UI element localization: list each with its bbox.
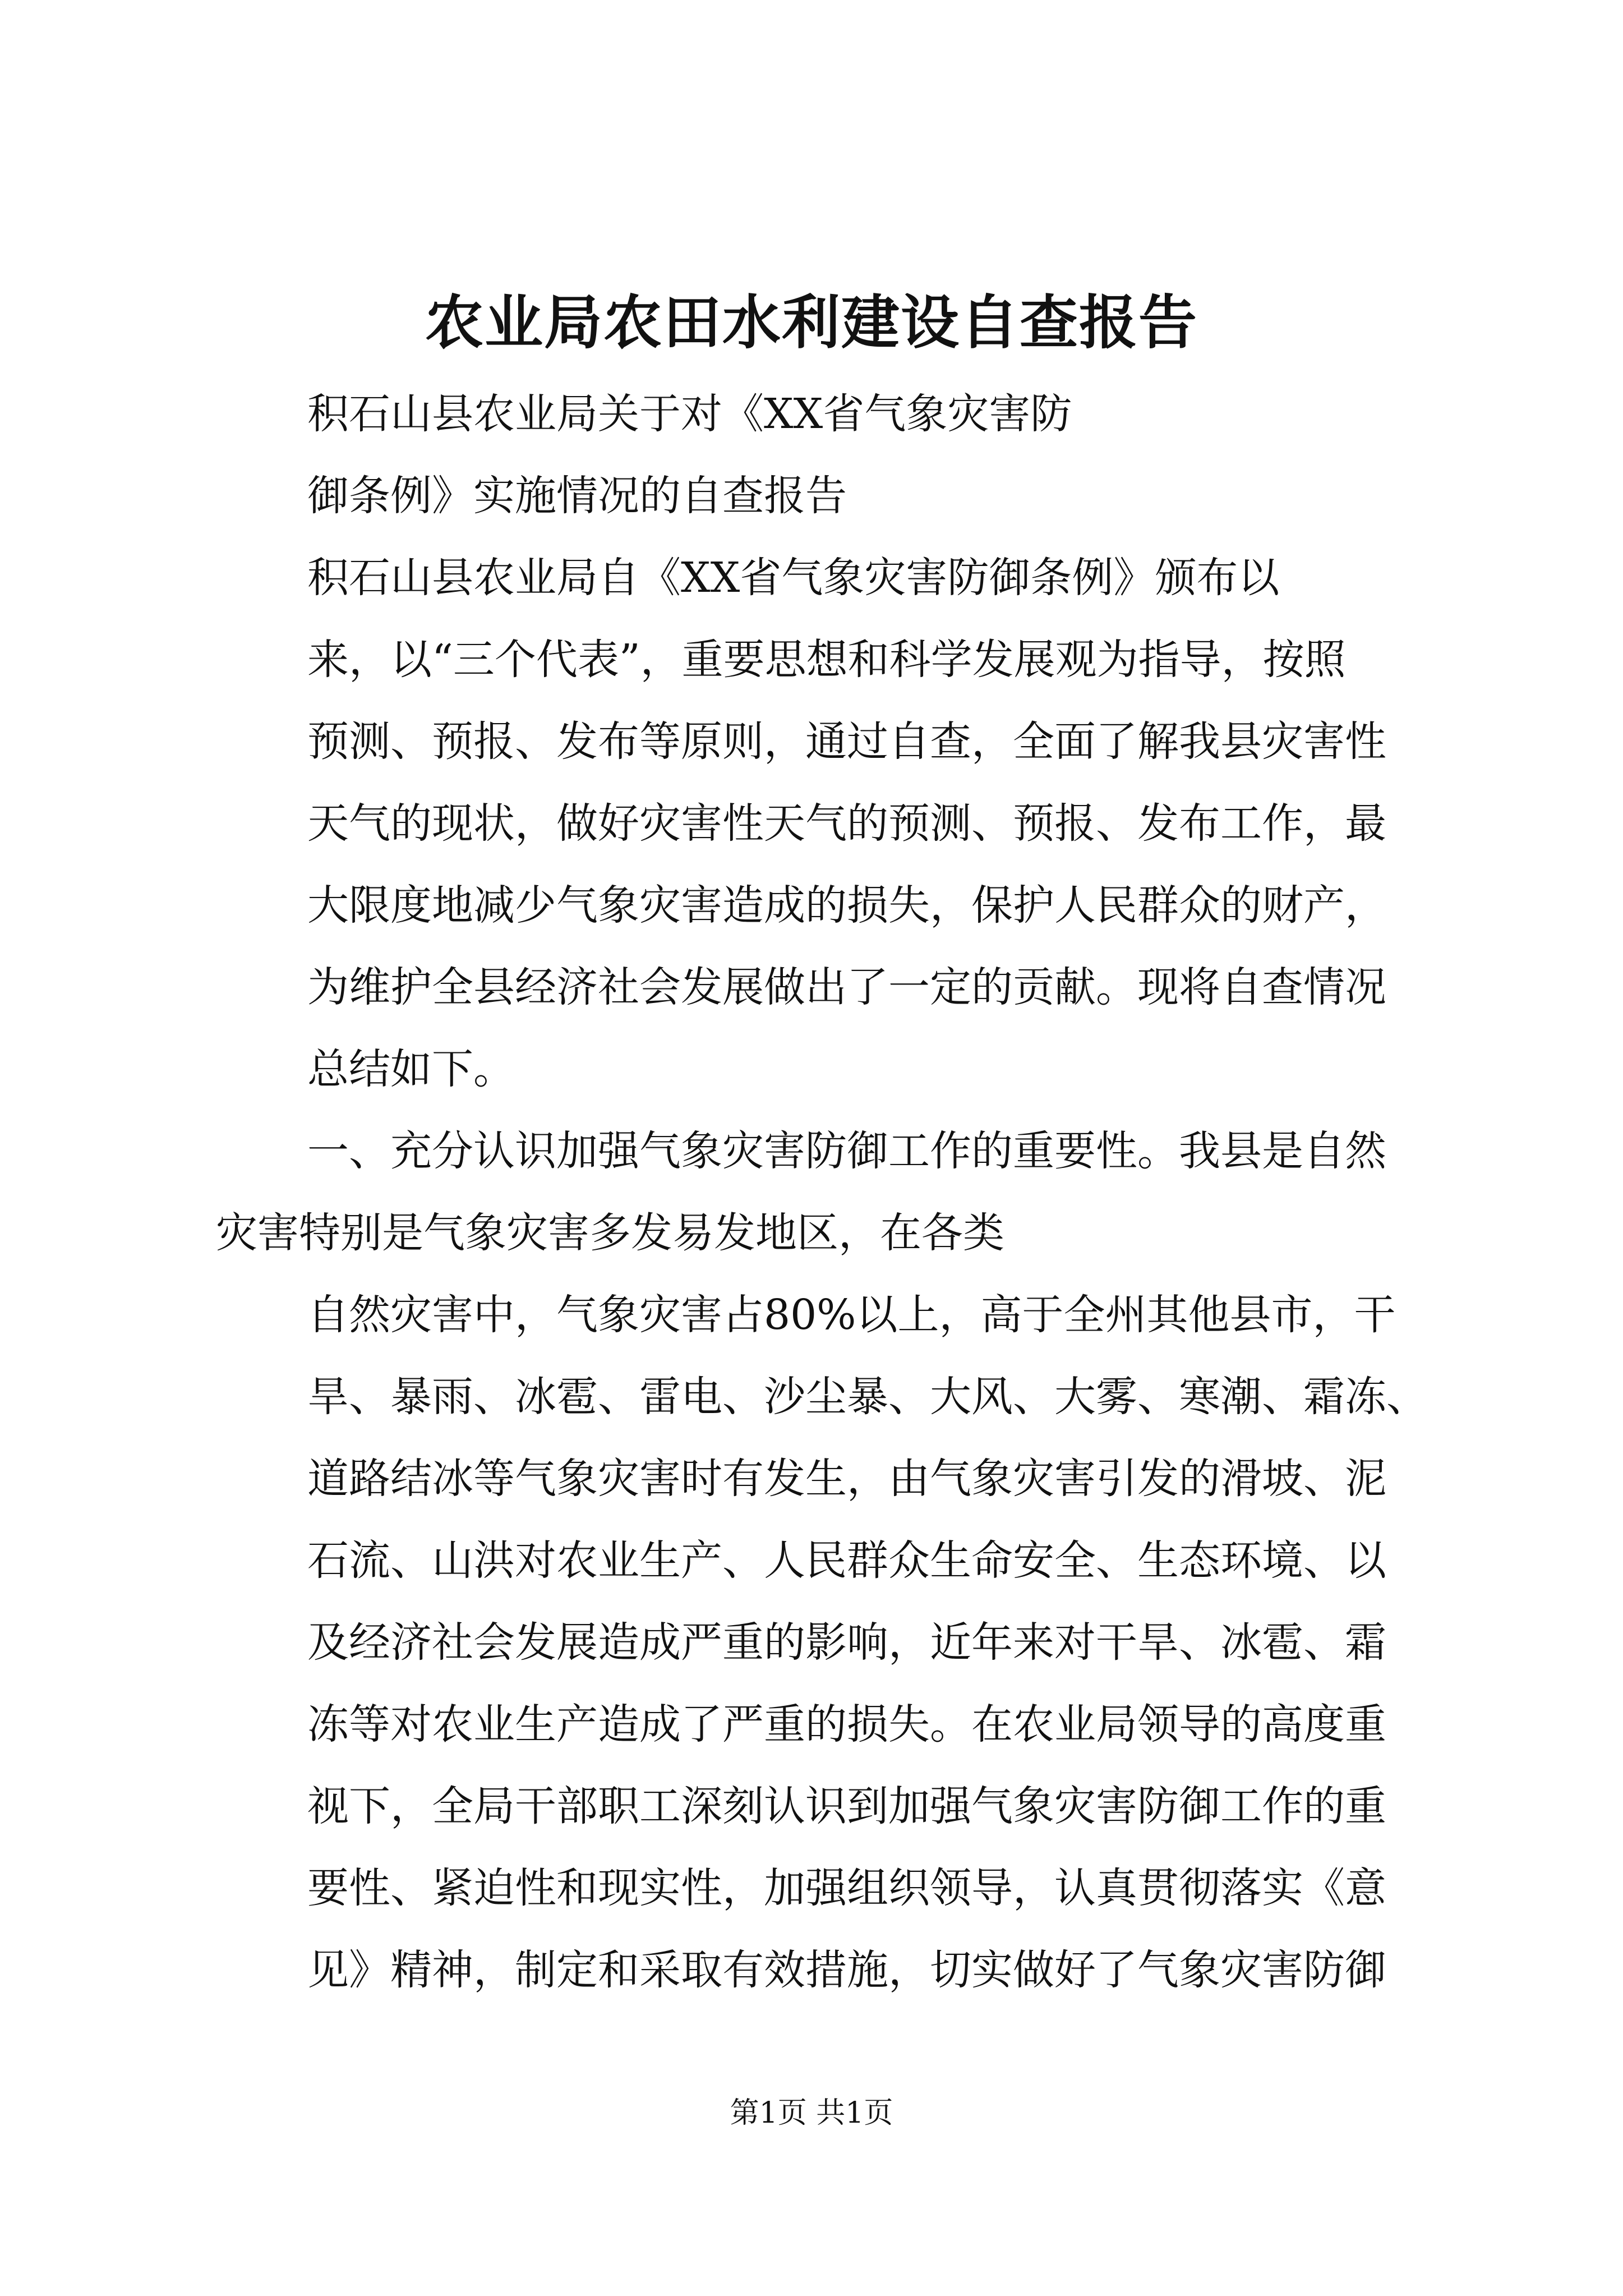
body-line: 冻等对农业生产造成了严重的损失。在农业局领导的高度重: [307, 1700, 1386, 1749]
body-line: 石流、山洪对农业生产、人民群众生命安全、生态环境、以: [307, 1536, 1386, 1585]
body-line: 积石山县农业局关于对《XX省气象灾害防: [307, 390, 1072, 438]
body-line: 天气的现状，做好灾害性天气的预测、预报、发布工作，最: [307, 799, 1386, 848]
body-line: 为维护全县经济社会发展做出了一定的贡献。现将自查情况: [307, 963, 1386, 1011]
body-line: 要性、紧迫性和现实性，加强组织领导，认真贯彻落实《意: [307, 1864, 1386, 1912]
body-line: 见》精神，制定和采取有效措施，切实做好了气象灾害防御: [307, 1946, 1386, 1994]
body-line: 灾害特别是气象灾害多发易发地区，在各类: [216, 1209, 1004, 1257]
body-line: 道路结冰等气象灾害时有发生，由气象灾害引发的滑坡、泥: [307, 1455, 1386, 1503]
body-line: 视下，全局干部职工深刻认识到加强气象灾害防御工作的重: [307, 1782, 1386, 1830]
body-line: 来，以“三个代表”，重要思想和科学发展观为指导，按照: [307, 636, 1346, 684]
body-line: 自然灾害中，气象灾害占80%以上，高于全州其他县市，干: [307, 1291, 1396, 1339]
body-line: 旱、暴雨、冰雹、雷电、沙尘暴、大风、大雾、寒潮、霜冻、: [307, 1373, 1428, 1421]
body-line: 一、充分认识加强气象灾害防御工作的重要性。我县是自然: [307, 1127, 1386, 1175]
body-line: 御条例》实施情况的自查报告: [307, 472, 847, 520]
body-line: 预测、预报、发布等原则，通过自查，全面了解我县灾害性: [307, 717, 1386, 766]
body-line: 及经济社会发展造成严重的影响，近年来对干旱、冰雹、霜: [307, 1618, 1386, 1667]
body-line: 大限度地减少气象灾害造成的损失，保护人民群众的财产，: [307, 881, 1386, 930]
page-footer: 第1页 共1页: [730, 2096, 893, 2130]
document-title: 农业局农田水利建设自查报告: [425, 288, 1198, 357]
body-line: 积石山县农业局自《XX省气象灾害防御条例》颁布以: [307, 554, 1280, 602]
body-line: 总结如下。: [307, 1045, 515, 1093]
